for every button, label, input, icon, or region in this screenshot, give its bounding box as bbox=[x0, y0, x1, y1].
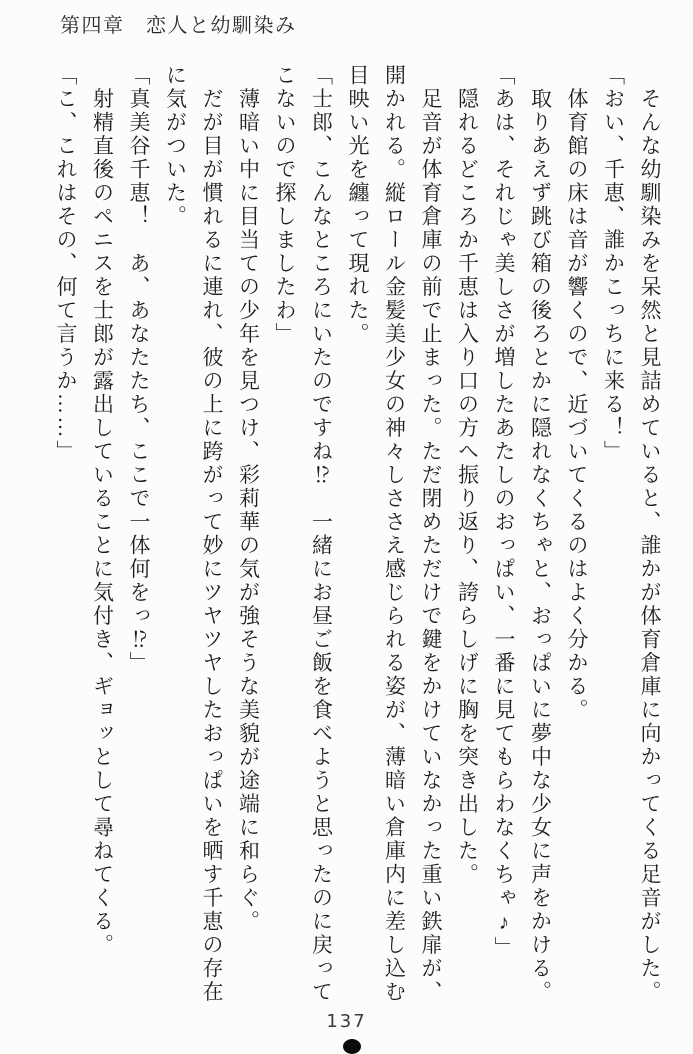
text-line: 足音が体育倉庫の前で止まった。ただ閉めただけで鍵をかけていなかった重い鉄扉が、 bbox=[419, 64, 443, 1004]
text-line: 隠れるどころか千恵は入り口の方へ振り返り、誇らしげに胸を突き出した。 bbox=[455, 64, 480, 887]
text-line: 開かれる。縦ロール金髪美少女の神々しささえ感じられる姿が、薄暗い倉庫内に差し込む bbox=[382, 64, 407, 1004]
text-line: に気がついた。 bbox=[163, 64, 188, 229]
binding-dot-mark bbox=[343, 1039, 361, 1054]
text-line: だが目が慣れるに連れ、彼の上に跨がって妙にツヤツヤしたおっぱいを晒す千恵の存在 bbox=[200, 64, 224, 1004]
text-line: 体育館の床は音が響くので、近づいてくるのはよく分かる。 bbox=[565, 64, 589, 722]
text-line: こないので探しましたわ」 bbox=[273, 64, 297, 346]
text-line: 「真美谷千恵！ あ、あなたたち、ここで一体何をっ⁉」 bbox=[127, 64, 151, 675]
text-line: 「おい、千恵、誰かこっちに来る！」 bbox=[601, 64, 626, 464]
text-line: そんな幼馴染みを呆然と見詰めていると、誰かが体育倉庫に向かってくる足音がした。 bbox=[638, 64, 662, 1004]
body-text bbox=[48, 64, 669, 1010]
text-line: 射精直後のペニスを士郎が露出していることに気付き、ギョッとして尋ねてくる。 bbox=[90, 64, 115, 957]
text-line: 「あは、それじゃ美しさが増したあたしのおっぱい、一番に見てもらわなくちゃ♪」 bbox=[492, 64, 516, 960]
text-line: 薄暗い中に目当ての少年を見つけ、彩莉華の気が強そうな美貌が途端に和らぐ。 bbox=[236, 64, 261, 934]
text-line: 「士郎、こんなところにいたのですね⁉ 一緒にお昼ご飯を食べようと思ったのに戻って bbox=[309, 64, 334, 1004]
page-number: 137 bbox=[326, 1011, 367, 1032]
chapter-title: 第四章 恋人と幼馴染み bbox=[60, 15, 297, 37]
text-line: 目映い光を纏って現れた。 bbox=[346, 64, 370, 346]
text-line: 「こ、これはその、何て言うか……」 bbox=[54, 64, 78, 464]
text-line: 取りあえず跳び箱の後ろとかに隠れなくちゃと、おっぱいに夢中な少女に声をかける。 bbox=[528, 64, 553, 1004]
